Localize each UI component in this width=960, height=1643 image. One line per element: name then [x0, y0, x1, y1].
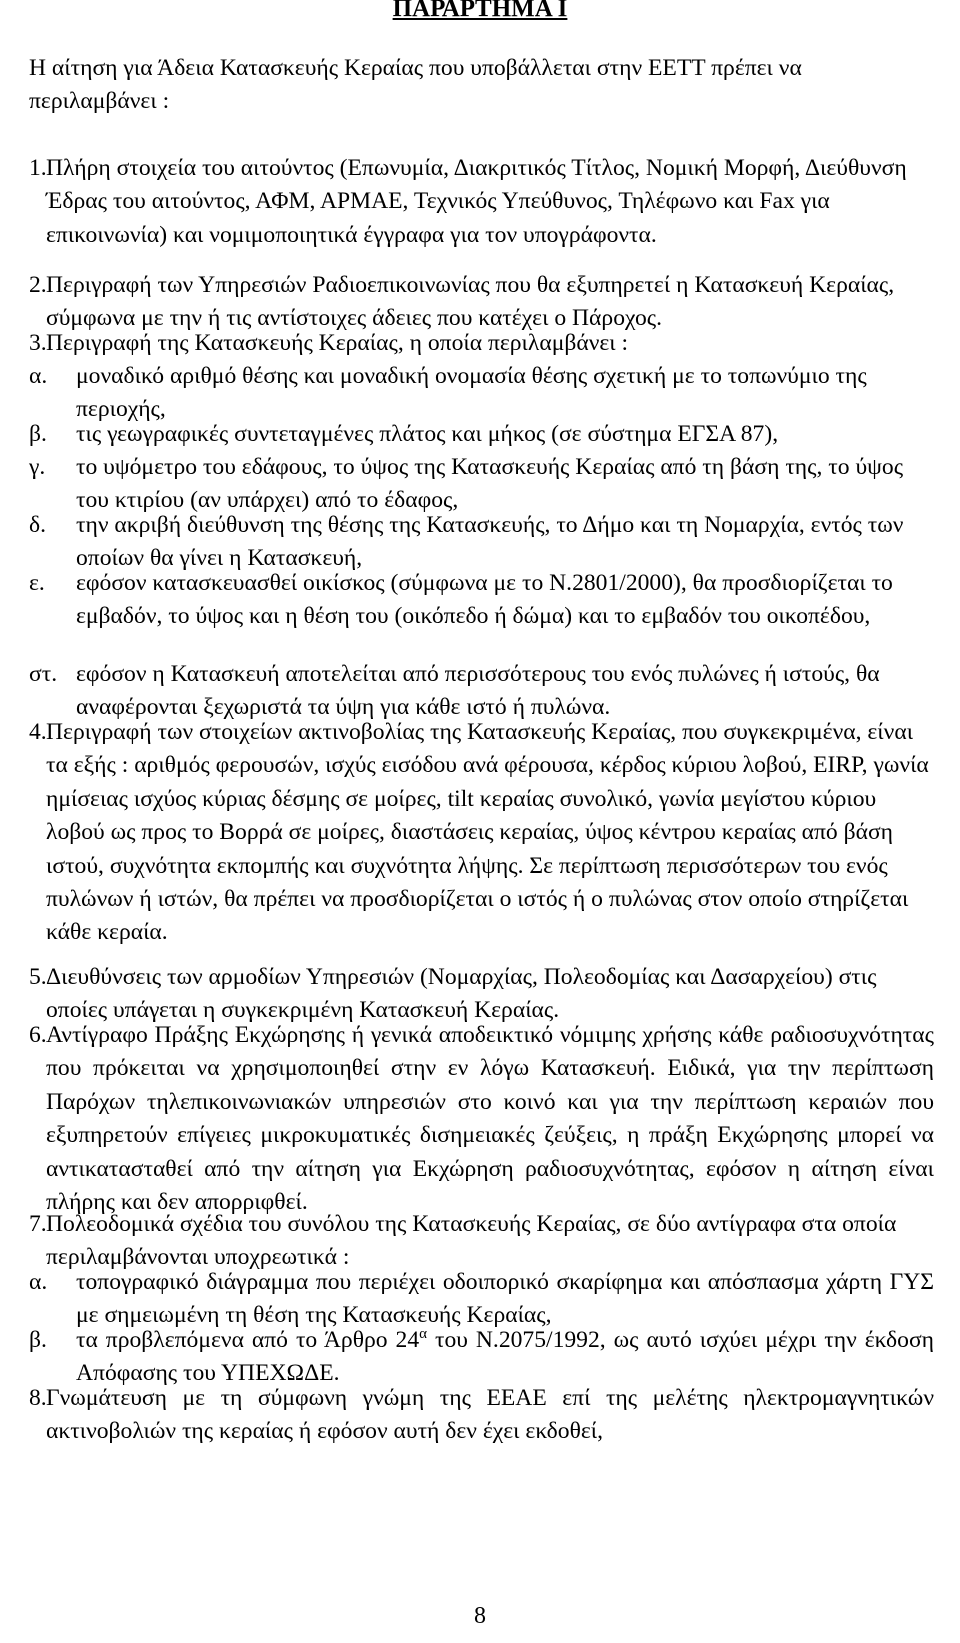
sub-item-3st — [29, 658, 934, 725]
sub-item-3e — [29, 567, 934, 634]
list-text: Περιγραφή της Κατασκευής Κεραίας, η οποία περιλαμβάνει : — [46, 330, 629, 356]
list-text: Διευθύνσεις των αρμοδίων Υπηρεσιών (Νομαρχίας, Πολεοδομίας και Δασαρχείου) στις οποίες υπάγεται η συγκεκριμένη Κατασκευή Κεραίας. — [46, 964, 877, 1024]
sub-text-after: του Ν.2075/1992, ως αυτό ισχύει μέχρι την έκδοση Απόφασης του ΥΠΕΧΩΔΕ. — [76, 1327, 935, 1387]
sub-label: β. — [29, 1327, 47, 1353]
sub-item-3b — [29, 418, 934, 451]
list-text: Αντίγραφο Πράξης Εκχώρησης ή γενικά αποδεικτικό νόμιμης χρήσης κάθε ραδιοσυχνότητας που πρόκειται να χρησιμοποιηθεί στην εν λόγω Κατασκευή. Ειδικά, για την περίπτωση Παρόχων τηλεπικοινωνιακών υπηρεσιών στο κοινό και για την περίπτωση κεραιών που εξυπηρετούν επίγειες μικροκυματικές δισημειακές ζεύξεις, η πράξη Εκχώρησης μπορεί να αντικατασταθεί από την αίτηση για Εκχώρηση ραδιοσυχνότητας, εφόσον η αίτηση είναι πλήρης και δεν απορριφθεί. — [46, 1022, 934, 1216]
list-number: 2. — [29, 272, 47, 298]
list-number: 4. — [29, 719, 47, 745]
sub-label: δ. — [29, 512, 47, 538]
sub-label: γ. — [29, 454, 46, 480]
sub-text: τις γεωγραφικές συντεταγμένες πλάτος και μήκος (σε σύστημα ΕΓΣΑ 87), — [76, 421, 779, 447]
list-number: 7. — [29, 1211, 47, 1237]
sub-label: β. — [29, 421, 47, 447]
sub-text: το υψόμετρο του εδάφους, το ύψος της Κατασκευής Κεραίας από τη βάση της, το ύψος του κτιρίου (αν υπάρχει) από το έδαφος, — [76, 454, 904, 514]
list-item-7 — [29, 1208, 934, 1275]
list-text: Γνωμάτευση με τη σύμφωνη γνώμη της ΕΕΑΕ επί της μελέτης ηλεκτρομαγνητικών ακτινοβολιών της κεραίας ή εφόσον αυτή δεν έχει εκδοθεί, — [46, 1385, 934, 1445]
list-text: Πολεοδομικά σχέδια του συνόλου της Κατασκευής Κεραίας, σε δύο αντίγραφα στα οποία περιλαμβάνονται υποχρεωτικά : — [46, 1211, 897, 1271]
sub-item-3d — [29, 509, 934, 576]
list-number: 6. — [29, 1022, 47, 1048]
list-text: Περιγραφή των Υπηρεσιών Ραδιοεπικοινωνίας που θα εξυπηρετεί η Κατασκευή Κεραίας, σύμφωνα με την ή τις αντίστοιχες άδειες που κατέχει ο Πάροχος. — [46, 272, 895, 332]
list-number: 8. — [29, 1385, 47, 1411]
sub-item-3c — [29, 451, 934, 518]
list-text: Περιγραφή των στοιχείων ακτινοβολίας της Κατασκευής Κεραίας, που συγκεκριμένα, είναι τα εξής : αριθμός φερουσών, ισχύς εισόδου ανά φέρουσα, κέρδος κύριου λοβού, EIRP, γωνία ημίσειας ισχύος κύριας δέσμης σε μοίρες, tilt κεραίας συνολικό, γωνία μεγίστου κύριου λοβού ως προς το Βορρά σε μοίρες, διαστάσεις κεραίας, ύψος κέντρου κεραίας από βάση ιστού, συχνότητα εκπομπής και συχνότητα λήψης. Σε περίπτωση περισσότερων του ενός πυλώνων ή ιστών, θα πρέπει να προσδιορίζεται ο ιστός ή ο πυλώνας στον οποίο στηρίζεται κάθε κεραία. — [46, 719, 929, 946]
article-superscript: α — [419, 1326, 427, 1342]
list-item-2 — [29, 269, 934, 336]
list-item-3 — [29, 327, 934, 360]
page-title: ΠΑΡΑΡΤΗΜΑ Ι — [392, 0, 568, 22]
list-item-5 — [29, 961, 934, 1028]
sub-label: α. — [29, 363, 48, 389]
list-number: 3. — [29, 330, 47, 356]
sub-item-7b — [29, 1324, 934, 1391]
sub-item-7a — [29, 1266, 934, 1333]
sub-text-before: τα προβλεπόμενα από το Άρθρο 24 — [76, 1327, 420, 1353]
sub-label: α. — [29, 1269, 48, 1295]
sub-text: την ακριβή διεύθυνση της θέσης της Κατασκευής, το Δήμο και τη Νομαρχία, εντός των οποίων θα γίνει η Κατασκευή, — [76, 512, 904, 572]
page-number: 8 — [474, 1603, 486, 1629]
sub-text: εφόσον κατασκευασθεί οικίσκος (σύμφωνα με το Ν.2801/2000), θα προσδιορίζεται το εμβαδόν, το ύψος και η θέση του (οικόπεδο ή δώμα) και το εμβαδόν του οικοπέδου, — [76, 570, 893, 630]
sub-label: ε. — [29, 570, 45, 596]
list-text: Πλήρη στοιχεία του αιτούντος (Επωνυμία, Διακριτικός Τίτλος, Νομική Μορφή, Διεύθυνση Έδρας του αιτούντος, ΑΦΜ, ΑΡΜΑΕ, Τεχνικός Υπεύθυνος, Τηλέφωνο και Fax για επικοινωνία) και νομιμοποιητικά έγγραφα για τον υπογράφοντα. — [46, 155, 907, 248]
list-item-6 — [29, 1019, 934, 1219]
sub-label: στ. — [29, 661, 58, 687]
list-item-4 — [29, 716, 934, 950]
list-number: 1. — [29, 155, 47, 181]
list-item-8 — [29, 1382, 934, 1449]
intro-paragraph: Η αίτηση για Άδεια Κατασκευής Κεραίας που υποβάλλεται στην ΕΕΤΤ πρέπει να περιλαμβάνει : — [29, 55, 802, 115]
list-item-1 — [29, 152, 934, 252]
sub-text: εφόσον η Κατασκευή αποτελείται από περισσότερους του ενός πυλώνες ή ιστούς, θα αναφέρονται ξεχωριστά τα ύψη για κάθε ιστό ή πυλώνα. — [76, 661, 880, 721]
sub-text: μοναδικό αριθμό θέσης και μοναδική ονομασία θέσης σχετική με το τοπωνύμιο της περιοχής, — [76, 363, 867, 423]
sub-text — [76, 1324, 934, 1391]
sub-text: τοπογραφικό διάγραμμα που περιέχει οδοιπορικό σκαρίφημα και απόσπασμα χάρτη ΓΥΣ με σημειωμένη τη θέση της Κατασκευής Κεραίας, — [76, 1269, 934, 1329]
list-number: 5. — [29, 964, 47, 990]
sub-item-3a — [29, 360, 934, 427]
